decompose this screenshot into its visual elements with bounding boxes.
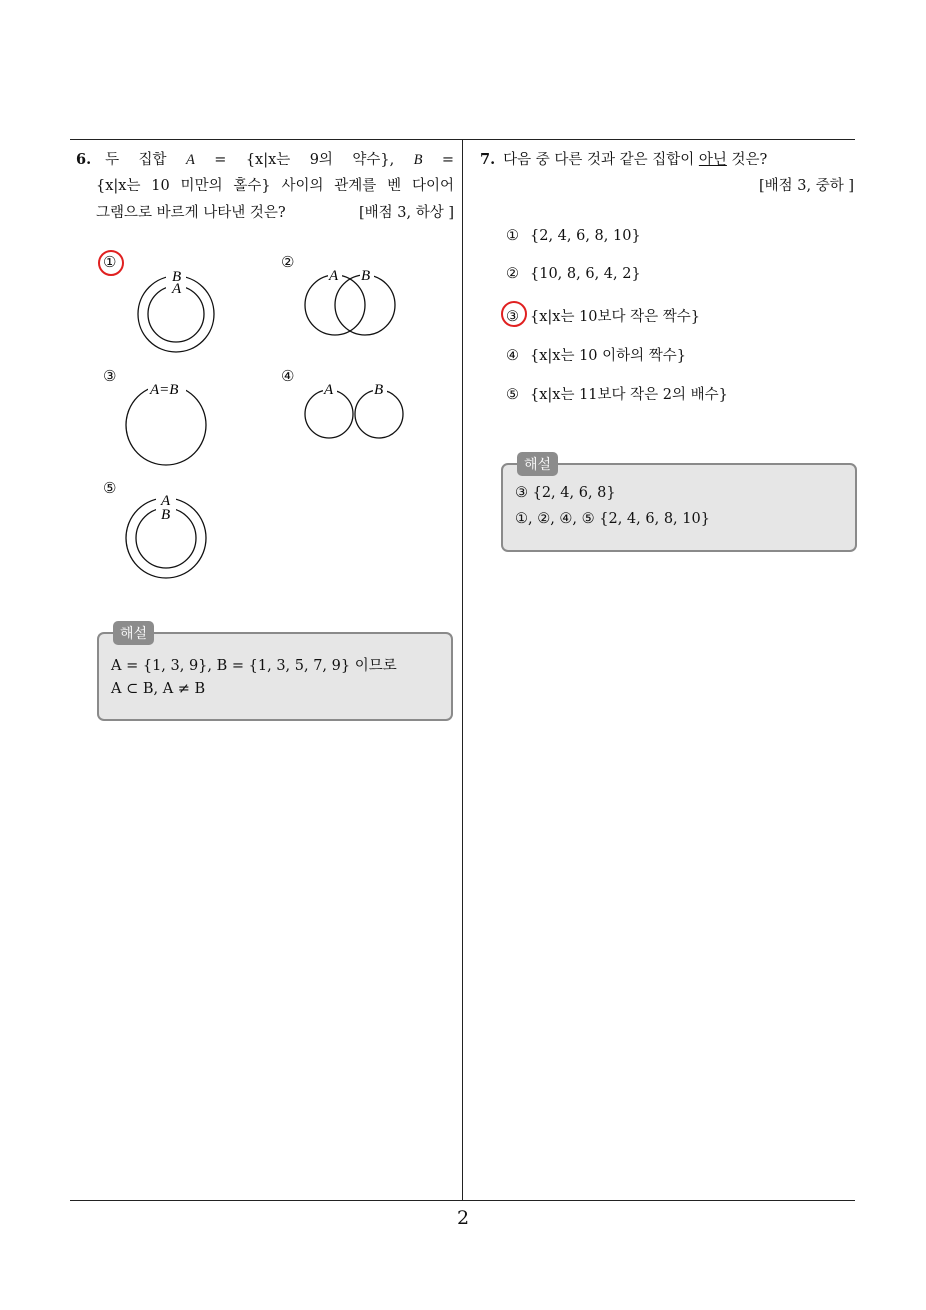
q7-solution-line1: ③ {2, 4, 6, 8}	[515, 485, 616, 501]
q7-choice-4-label: ④	[506, 348, 519, 364]
q7-choice-1-label: ①	[506, 228, 519, 244]
q7-solution-tag: 해설	[517, 452, 558, 476]
q7-choice-2-label: ②	[506, 266, 519, 282]
q6-venn-4	[300, 378, 410, 444]
answer-mark-circle	[501, 301, 527, 327]
q7-solution-box	[501, 463, 857, 552]
q6-solution-line1: A = {1, 3, 9}, B = {1, 3, 5, 7, 9} 이므로	[111, 658, 397, 674]
q6-solution-tag: 해설	[113, 621, 154, 645]
venn-label-a: A	[161, 493, 171, 509]
q6-solution-line2: A ⊂ B, A ≠ B	[111, 681, 206, 697]
page-number: 2	[456, 1207, 470, 1229]
q6-score: [배점 3, 하상 ]	[358, 205, 454, 221]
venn-label-b: B	[361, 268, 371, 284]
q7-line1: 7. 다음 중 다른 것과 같은 집합이 아닌 것은?	[480, 151, 768, 168]
q6-venn-5	[116, 488, 216, 588]
q6-line2: {x|x는 10 미만의 홀수} 사이의 관계를 벤 다이어	[96, 178, 454, 194]
q6-line1: 6. 두 집합 A = {x|x는 9의 약수}, B =	[76, 151, 455, 168]
q7-choice-5[interactable]: ⑤ {x|x는 11보다 작은 2의 배수}	[506, 387, 728, 403]
q6-choice-2-label[interactable]: ②	[281, 253, 295, 271]
q7-choice-3[interactable]: ③ {x|x는 10보다 작은 짝수}	[506, 309, 701, 325]
q7-emphasis: 아닌	[698, 152, 727, 168]
q6-venn-1	[126, 264, 226, 364]
q6-number: 6.	[76, 151, 92, 168]
venn-label-a-eq-b: A=B	[150, 382, 179, 398]
q7-solution-line2: ①, ②, ④, ⑤ {2, 4, 6, 8, 10}	[515, 511, 710, 527]
answer-mark-circle	[98, 250, 124, 276]
q7-choice-4[interactable]: ④ {x|x는 10 이하의 짝수}	[506, 348, 687, 364]
venn-label-b: B	[172, 269, 182, 285]
q7-choice-5-label: ⑤	[506, 387, 519, 403]
q7-number: 7.	[480, 151, 496, 168]
q6-venn-3	[120, 378, 212, 470]
venn-label-a: A	[324, 382, 334, 398]
venn-label-b: B	[374, 382, 384, 398]
q6-choice-3-label[interactable]: ③	[103, 367, 117, 385]
venn-label-a: A	[329, 268, 339, 284]
q7-choice-1[interactable]: ① {2, 4, 6, 8, 10}	[506, 228, 641, 244]
venn-label-a: A	[172, 281, 182, 297]
q6-choice-4-label[interactable]: ④	[281, 367, 295, 385]
q6-choice-1-label[interactable]: ①	[103, 253, 117, 271]
q7-score: [배점 3, 중하 ]	[758, 178, 854, 194]
bottom-rule	[70, 1200, 855, 1201]
q6-solution-box	[97, 632, 453, 721]
q6-venn-2	[298, 264, 408, 344]
q7-choice-3-label: ③	[506, 309, 519, 325]
column-divider	[462, 139, 463, 1201]
venn-label-b: B	[161, 507, 171, 523]
q6-line3: 그램으로 바르게 나타낸 것은? [배점 3, 하상 ]	[96, 200, 454, 227]
q7-choice-2[interactable]: ② {10, 8, 6, 4, 2}	[506, 266, 641, 282]
q6-choice-5-label[interactable]: ⑤	[103, 479, 117, 497]
